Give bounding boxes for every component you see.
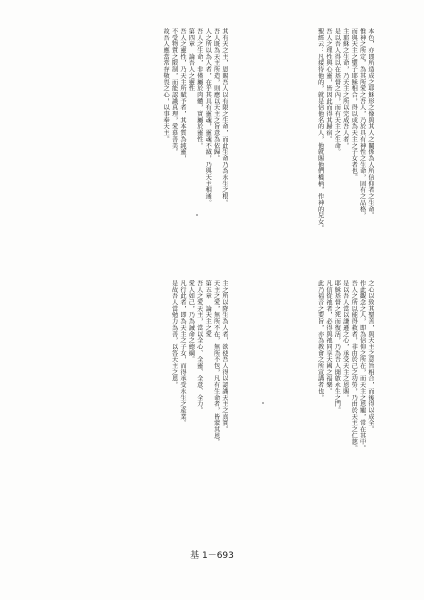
text-line: 其有天之主，恩賜吾人以有限之生命，而此生命乃為永生之根。 (221, 28, 228, 206)
text-line: 人之所以為人者，在乎其具有靈魂，靈魂不滅，乃與天主相通。 (204, 28, 212, 206)
text-line: 聖經云：凡接待他的，就是信他名的人，他就賜他們權柄，作神的兒女。 (316, 28, 324, 232)
text-line: 是以吾人當以謙遜之心，承受天主之恩賜。 (341, 280, 349, 401)
scan-speck (196, 214, 198, 216)
text-line: 此乃福音之要旨，亦為教會之所宣講者也。 (316, 280, 324, 401)
text-line: 吾人之理性與心靈，皆因此而得其歸宿。 (324, 28, 332, 143)
text-line: 凡行此者，即為天主之子女，而得承受永生之產業。 (178, 280, 186, 427)
text-line: 吾人之所以能得救者，非由於己之功勞，乃由於天主之仁慈。 (350, 280, 358, 452)
text-line: 主之所以降生為人者，欲使吾人得以認識天主之真實。 (221, 280, 228, 433)
section-heading: 第五章 論天主之愛 (204, 280, 212, 338)
text-line: 本色，亦即所造成之耶穌形之像與其人之關係為人所信仰者之生命。 (367, 28, 374, 219)
text-line: 凡信從祂者，必得與祂同享天國之福樂。 (324, 280, 332, 395)
text-line: 是故吾人當勉力為善，以答天主之恩。 (170, 280, 178, 388)
text-block-bottom-right (234, 280, 374, 532)
text-line: 之心以致其聖善，與天主之意旨相合，而後得以成全。 (367, 280, 374, 433)
text-line: 作此觀念之人，即為信仰之所在，而天主之恩寵，常在其中。 (358, 280, 366, 452)
text-line: 天主之愛，無所不在，無所不包，凡有生命者，皆蒙其恩。 (212, 280, 220, 446)
text-line: 吾人之生命，非僅屬於肉體，實屬於靈性。 (195, 28, 203, 149)
text-line: 吾人之靈性，乃天主所賦予者，其本質為純靈， (178, 28, 186, 162)
text-line: 而與天主之聖子耶穌相合，得以成為天主之子女者也。 (350, 28, 358, 181)
text-block-bottom-left (50, 280, 228, 532)
text-line: 不受物質之限制，而能認識真理，愛慕善美。 (170, 28, 178, 155)
text-line: 吾人之愛天主，當以全心、全靈、全意、全力。 (195, 280, 203, 414)
text-line: 耶穌基督之死而復活，乃為吾人開啟永生之門。 (333, 280, 341, 414)
text-block-top-right (234, 28, 374, 264)
text-block-top-left (50, 28, 228, 264)
text-line: 惟神之所定，為其所愛之吾人，乃於具有神性之生命，固有之品格， (358, 28, 366, 219)
page-number: 基 1－693 (190, 551, 234, 561)
text-line: 故吾人應當常存敬畏之心，以事奉天主。 (162, 28, 170, 143)
scan-speck (262, 402, 264, 404)
text-line: 吾人既為天主所造，則應以天主之旨意為依歸。 (212, 28, 220, 162)
text-line: 愛人如己，乃為誡命之總綱。 (187, 280, 195, 363)
text-line: 是以吾人得以在基督之內，而有天主之生命。 (333, 28, 341, 155)
section-heading: 第四章 論吾人之靈性 (187, 28, 195, 92)
text-line: 主耶穌之生命，乃天主之所以完成吾人者。 (341, 28, 349, 149)
